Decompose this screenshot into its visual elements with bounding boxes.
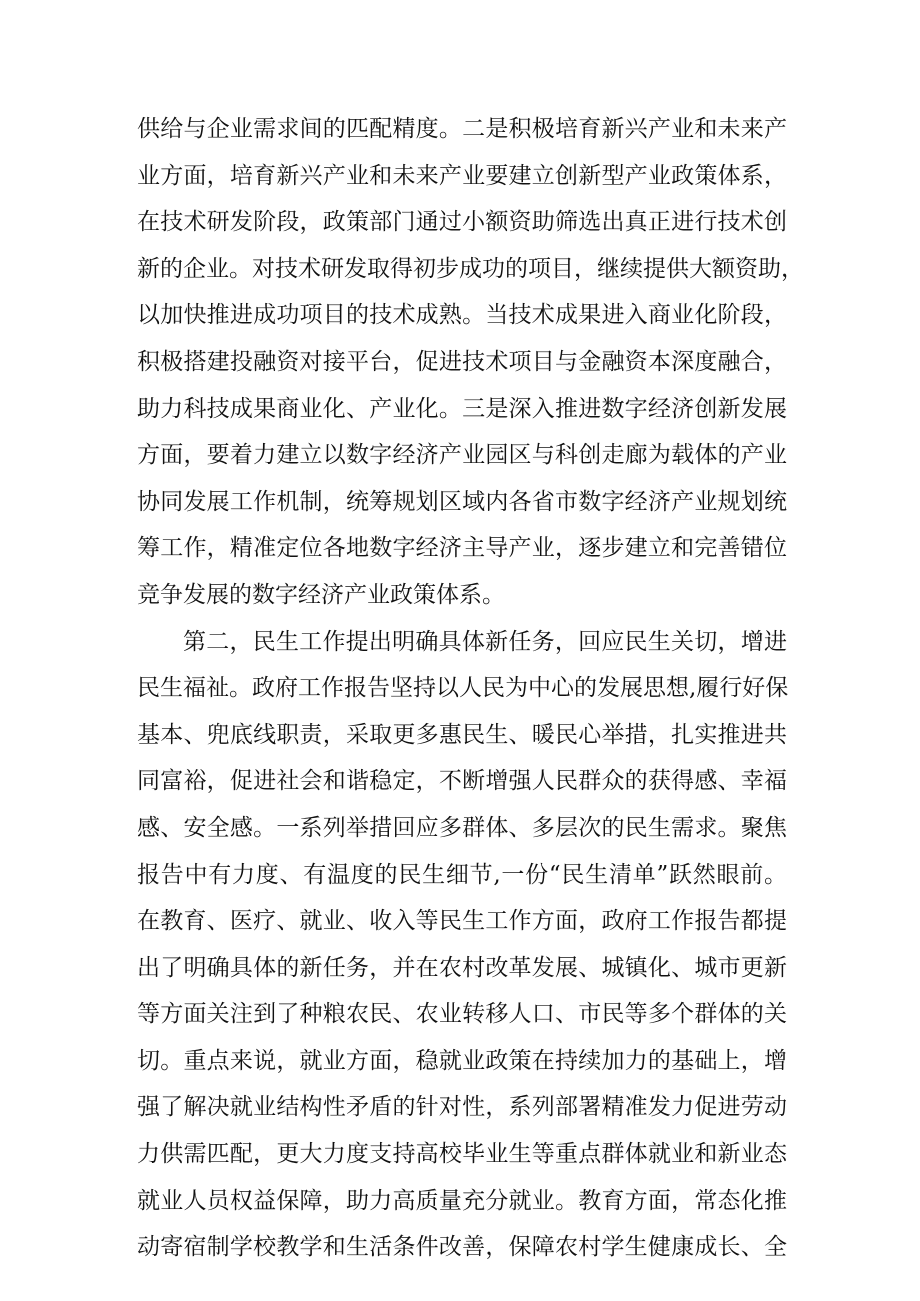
text-line: 积极搭建投融资对接平台，促进技术项目与金融资本深度融合， — [137, 348, 787, 375]
text-line: 以加快推进成功项目的技术成熟。当技术成果进入商业化阶段， — [137, 302, 787, 329]
text-line: 民生福祉。政府工作报告坚持以人民为中心的发展思想,履行好保 — [137, 675, 789, 702]
text-line: 报告中有力度、有温度的民生细节,一份“民生清单”跃然眼前。 — [137, 861, 787, 888]
text-line: 协同发展工作机制，统筹规划区域内各省市数字经济产业规划统 — [137, 488, 787, 515]
paragraph-first-line: 第二，民生工作提出明确具体新任务，回应民生关切，增进 — [183, 628, 787, 655]
text-line: 动寄宿制学校教学和生活条件改善，保障农村学生健康成长、全 — [137, 1234, 787, 1261]
text-line: 业方面，培育新兴产业和未来产业要建立创新型产业政策体系， — [137, 162, 787, 189]
text-line: 出了明确具体的新任务，并在农村改革发展、城镇化、城市更新 — [137, 954, 787, 981]
text-line: 新的企业。对技术研发取得初步成功的项目，继续提供大额资助， — [137, 255, 804, 282]
text-line: 感、安全感。一系列举措回应多群体、多层次的民生需求。聚焦 — [137, 814, 787, 841]
text-line: 同富裕，促进社会和谐稳定，不断增强人民群众的获得感、幸福 — [137, 768, 787, 795]
paragraph-end-line: 竞争发展的数字经济产业政策体系。 — [137, 581, 505, 608]
text-line: 就业人员权益保障，助力高质量充分就业。教育方面，常态化推 — [137, 1187, 787, 1214]
text-line: 基本、兜底线职责，采取更多惠民生、暖民心举措，扎实推进共 — [137, 721, 787, 748]
text-line: 切。重点来说，就业方面，稳就业政策在持续加力的基础上，增 — [137, 1047, 787, 1074]
text-line: 筹工作，精准定位各地数字经济主导产业，逐步建立和完善错位 — [137, 535, 787, 562]
text-line: 等方面关注到了种粮农民、农业转移人口、市民等多个群体的关 — [137, 1001, 787, 1028]
text-line: 在教育、医疗、就业、收入等民生工作方面，政府工作报告都提 — [137, 908, 787, 935]
text-line: 方面，要着力建立以数字经济产业园区与科创走廊为载体的产业 — [137, 442, 787, 469]
text-line: 供给与企业需求间的匹配精度。二是积极培育新兴产业和未来产 — [137, 116, 787, 142]
text-line: 助力科技成果商业化、产业化。三是深入推进数字经济创新发展 — [137, 395, 787, 422]
text-line: 强了解决就业结构性矛盾的针对性，系列部署精准发力促进劳动 — [137, 1094, 787, 1121]
text-line: 在技术研发阶段，政策部门通过小额资助筛选出真正进行技术创 — [137, 209, 787, 236]
body-text — [137, 106, 804, 1271]
text-line: 力供需匹配，更大力度支持高校毕业生等重点群体就业和新业态 — [137, 1141, 787, 1168]
